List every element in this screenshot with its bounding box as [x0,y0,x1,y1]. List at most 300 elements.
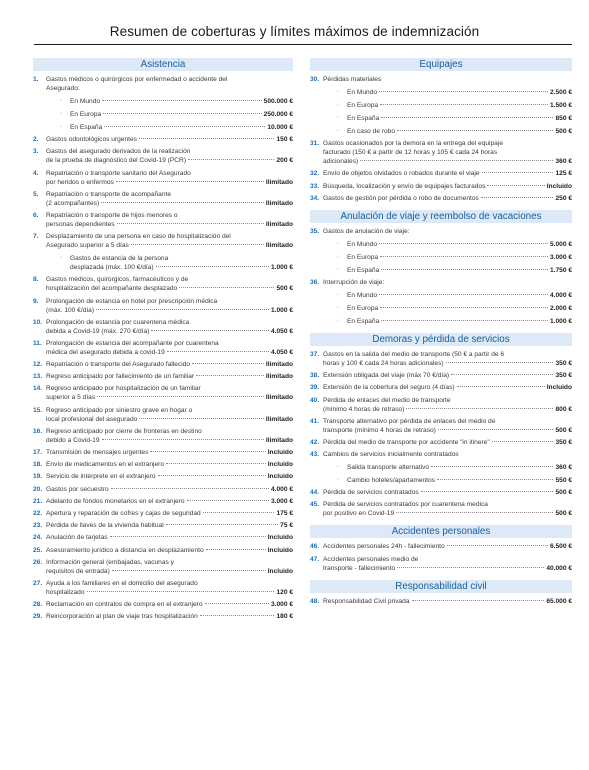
coverage-item [310,488,572,497]
item-body [323,227,572,275]
sub-item [337,463,572,472]
coverage-line [323,555,572,564]
coverage-text: En caso de robo [347,128,396,135]
coverage-limit: 850 € [555,115,572,122]
coverage-item [33,579,293,597]
coverage-text: Cambios de servicios inicialmente contratados [323,451,459,459]
bullet-icon: ◦ [337,253,340,260]
coverage-text: (2 acompañantes) [46,199,100,207]
dot-leader [101,202,264,203]
item-body [46,558,293,576]
coverage-line [70,254,293,263]
coverage-text: En España [347,317,380,325]
coverage-limit: 500 € [276,285,293,293]
item-body [46,190,293,208]
coverage-limit: 65.000 € [546,597,572,605]
coverage-text: por positivo en Covid-19 [323,510,395,518]
dot-leader [360,160,553,161]
coverage-line [46,306,293,315]
dot-leader [481,197,554,198]
coverage-item [33,339,293,357]
dot-leader [203,512,275,513]
coverage-item [310,371,572,380]
sub-item [337,240,572,249]
coverage-line [46,275,293,284]
dot-leader [196,375,264,376]
coverage-item [33,460,293,469]
coverage-limit: 10.000 € [267,124,293,131]
coverage-text: Ayuda a los familiares en el domicilio del asegurado [46,579,198,587]
coverage-text: Gastos de gestión por pérdida o robo de documentos [323,194,479,202]
coverage-line [347,291,572,300]
item-number: 39. [310,384,320,392]
item-number: 16. [33,427,43,435]
item-number: 28. [33,601,43,609]
coverage-line [46,169,293,178]
sub-item [337,291,572,300]
coverage-text: (mínimo 4 horas de retraso) [323,405,405,413]
item-number: 17. [33,449,43,456]
item-number: 13. [33,373,43,381]
dot-leader [380,104,548,105]
coverage-limit: Ilimitado [265,361,293,369]
item-body [46,318,293,336]
coverage-line [46,427,293,436]
coverage-limit: Incluido [267,473,293,481]
item-number: 48. [310,597,320,605]
coverage-limit: 125 € [555,170,572,178]
coverage-item [310,278,572,326]
coverage-limit: Ilimitado [265,242,293,250]
item-number: 25. [33,546,43,554]
left-column [33,58,293,624]
coverage-line [46,497,293,506]
coverage-line [323,169,572,178]
coverage-item [33,211,293,229]
item-body [323,75,572,136]
dot-leader [457,386,545,387]
coverage-text: médica del asegurado debida a covid-19 [46,348,165,356]
item-number: 44. [310,489,320,497]
sub-item [337,317,572,326]
item-body [323,597,572,606]
coverage-limit: Incluido [267,546,293,554]
dot-leader [205,603,269,604]
coverage-section [310,210,572,326]
coverage-limit: 2.000 € [550,304,572,312]
dot-leader [421,491,554,492]
coverage-item [310,438,572,447]
coverage-text: Pérdida de servicios contratados por cuarentena medica [323,501,488,509]
dot-leader [96,309,269,310]
coverage-line [323,509,572,518]
coverage-line [46,211,293,220]
item-body [323,396,572,414]
coverage-limit: Incluido [546,384,572,392]
coverage-line [46,348,293,357]
item-body [323,350,572,368]
coverage-text: Extensión obligada del viaje (máx 70 €/día) [323,372,450,380]
coverage-text: En Europa [347,102,379,109]
coverage-line [347,317,572,326]
item-body [46,275,293,293]
coverage-section [33,58,293,621]
dot-leader [139,138,275,139]
section-header: Demoras y pérdida de servicios [310,333,572,346]
document-title: Resumen de coberturas y límites máximos de indemnización [109,24,480,39]
dot-leader [158,475,266,476]
coverage-line [347,101,572,110]
bullet-icon: ◦ [337,89,340,95]
coverage-line [323,371,572,380]
coverage-line [323,597,572,606]
coverage-line [46,372,293,381]
item-body [46,232,293,272]
item-number: 18. [33,461,43,469]
item-number: 10. [33,318,43,326]
coverage-limit: 500 € [555,489,572,497]
coverage-text: Gastos de estancia de la persona [70,255,169,263]
item-body [46,384,293,402]
coverage-item [33,372,293,381]
bullet-icon: ◦ [60,255,63,262]
bullet-icon: ◦ [60,98,63,104]
coverage-text: Interrupción de viaje: [323,278,385,286]
coverage-item [33,612,293,621]
coverage-line [46,232,293,241]
coverage-limit: Incluido [546,182,572,190]
coverage-item [33,472,293,481]
coverage-limit: 350 € [555,438,572,446]
coverage-line [323,182,572,191]
dot-leader [482,172,554,173]
coverage-text: En Europa [347,253,379,261]
coverage-line [46,318,293,327]
coverage-item [33,360,293,369]
coverage-item [33,384,293,402]
coverage-text: En España [347,115,380,122]
bullet-icon: ◦ [337,115,340,121]
coverage-item [33,533,293,542]
coverage-section [310,333,572,519]
coverage-limit: 1.500 € [550,102,572,109]
sub-item [337,304,572,313]
coverage-item [33,600,293,609]
dot-leader [151,330,269,331]
coverage-limit: 75 € [280,522,293,530]
coverage-item [310,227,572,275]
dot-leader [380,307,548,308]
dot-leader [446,362,554,363]
item-body [323,542,572,551]
item-body [46,211,293,229]
coverage-line [46,567,293,576]
coverage-line [46,284,293,293]
coverage-item [33,135,293,144]
coverage-text: Pérdida del medio de transporte por accidente "in itinere" [323,438,490,446]
coverage-limit: 1.000 € [550,317,572,325]
coverage-text: Regreso anticipado por siniestro grave en hogar o [46,406,193,414]
coverage-text: En Europa [70,111,102,118]
item-body [46,579,293,597]
item-body [323,139,572,166]
coverage-item [33,275,293,293]
coverage-text: Accidentes personales 24h - fallecimiento [323,543,445,551]
item-number: 23. [33,522,43,530]
coverage-text: debida a Covid-19 (máx. 270 €/día) [46,327,150,335]
coverage-text: desplazada (máx. 100 €/día) [70,264,154,272]
coverage-line [323,148,572,157]
item-body [323,488,572,497]
dot-leader [102,100,262,101]
coverage-text: En España [347,266,380,274]
item-body [46,497,293,506]
dot-leader [397,130,553,131]
coverage-text: horas y 100 € cada 24 horas adicionales) [323,359,444,367]
coverage-line [46,297,293,306]
item-number: 20. [33,485,43,493]
coverage-item [33,448,293,457]
coverage-section [310,525,572,572]
coverage-text: Gastos en la salida del medio de transporte (50 € a partir de 6 [323,350,505,358]
coverage-limit: Ilimitado [265,373,293,381]
coverage-text: Repatriación o transporte sanitario del Asegurado [46,169,191,177]
coverage-item [310,75,572,136]
coverage-text: Gastos médicos o quirúrgicos por enfermedad o accidente del [46,76,228,83]
coverage-text: hospitalización del acompañante desplazado [46,285,178,293]
coverage-item [33,318,293,336]
coverage-limit: 500 € [555,510,572,518]
coverage-text: Asegurado: [46,85,80,92]
coverage-limit: 150 € [276,136,293,144]
item-body [46,546,293,555]
coverage-limit: 1.750 € [550,266,572,274]
item-body [46,427,293,445]
coverage-limit: Ilimitado [265,178,293,186]
coverage-line [46,75,293,84]
coverage-text: Pérdida de llaves de la vivienda habitual [46,522,164,530]
item-body [46,533,293,542]
coverage-line [70,97,293,106]
coverage-text: Apertura y reparación de cofres y cajas de seguridad [46,509,201,517]
sub-item [337,127,572,136]
dot-leader [379,91,548,92]
item-body [46,612,293,621]
coverage-text: Desplazamiento de una persona en caso de hospitalización del [46,233,231,241]
coverage-item [310,500,572,518]
coverage-line [347,266,572,275]
sub-item [337,88,572,97]
coverage-item [33,558,293,576]
dot-leader [381,117,553,118]
coverage-line [46,485,293,494]
coverage-limit: 200 € [276,157,293,165]
coverage-section [310,58,572,203]
coverage-item [310,350,572,368]
dot-leader [380,256,548,257]
item-number: 22. [33,509,43,517]
item-body [46,521,293,530]
item-body [323,417,572,435]
coverage-limit: 2.500 € [550,89,572,96]
item-number: 9. [33,297,39,305]
coverage-text: Repatriación o transporte de hijos menores o [46,211,178,219]
sub-item [60,123,293,132]
item-body [46,485,293,494]
coverage-item [310,450,572,485]
item-number: 31. [310,140,320,148]
coverage-line [46,558,293,567]
coverage-text: Repatriación o transporte del Asegurado fallecido [46,361,191,369]
coverage-item [310,169,572,178]
coverage-line [46,415,293,424]
coverage-line [323,227,572,236]
item-number: 26. [33,558,43,566]
coverage-text: transporte (mínimo 4 horas de retraso) [323,426,436,434]
coverage-text: Regreso anticipado por fallecimiento de un familiar [46,373,195,381]
coverage-text: Pérdida de enlaces del medio de transporte [323,396,451,404]
coverage-text: Envío de objetos olvidados o robados durante el viaje [323,170,480,178]
coverage-text: local profesional del asegurado [46,415,138,423]
dot-leader [97,396,264,397]
dot-leader [487,185,544,186]
coverage-text: debido a Covid-19 [46,436,100,444]
coverage-text: Gastos de anulación de viaje: [323,227,410,235]
bullet-icon: ◦ [337,102,340,108]
coverage-text: Reincorporación al plan de viaje tras hospitalización [46,613,198,621]
coverage-line [46,220,293,229]
coverage-text: Transporte alternativo por pérdida de enlaces del medio de [323,417,496,425]
coverage-limit: 4.050 € [271,348,293,356]
coverage-line [323,383,572,392]
dot-leader [492,441,554,442]
coverage-line [46,190,293,199]
coverage-limit: Ilimitado [265,436,293,444]
coverage-text: Cambio hoteles/apartamentos [347,477,435,485]
item-body [46,600,293,609]
coverage-line [323,139,572,148]
coverage-line [46,84,293,93]
coverage-line [46,156,293,165]
coverage-text: transporte - fallecimiento [323,564,396,572]
coverage-limit: 250 € [555,194,572,202]
item-body [46,460,293,469]
coverage-item [310,597,572,606]
coverage-line [323,278,572,287]
right-column [310,58,572,609]
bullet-icon: ◦ [337,317,340,324]
coverage-text: Anulación de tarjetas [46,534,108,542]
item-number: 27. [33,579,43,587]
coverage-text: Gastos médicos, quirúrgicos, farmacéuticos y de [46,276,189,284]
coverage-line [46,199,293,208]
dot-leader [166,463,266,464]
dot-leader [406,408,553,409]
coverage-line [46,546,293,555]
item-number: 4. [33,169,39,177]
coverage-limit: 3.000 € [271,497,293,505]
dot-leader [397,567,544,568]
coverage-item [310,555,572,573]
dot-leader [139,418,264,419]
sub-item [337,476,572,485]
coverage-item [33,169,293,187]
coverage-line [46,472,293,481]
coverage-limit: 1.000 € [271,264,293,272]
bullet-icon: ◦ [337,291,340,298]
coverage-text: de la prueba de diagnóstico del Covid-19 (PCR) [46,157,187,165]
coverage-text: Accidentes personales medio de [323,555,419,563]
coverage-limit: 350 € [555,359,572,367]
dot-leader [116,181,264,182]
item-number: 47. [310,555,320,563]
sub-item [337,114,572,123]
dot-leader [103,113,261,114]
coverage-text: Búsqueda, localización y envío de equipajes facturados [323,182,486,190]
coverage-line [323,417,572,426]
item-number: 1. [33,76,39,83]
coverage-line [347,463,572,472]
coverage-line [46,600,293,609]
coverage-text: En España [70,124,103,131]
coverage-line [323,438,572,447]
coverage-item [310,542,572,551]
bullet-icon: ◦ [60,111,63,117]
coverage-limit: 360 € [555,158,572,166]
item-number: 7. [33,233,39,241]
coverage-limit: Incluido [267,567,293,575]
item-number: 30. [310,76,320,83]
coverage-limit: Ilimitado [265,199,293,207]
coverage-text: En Mundo [347,291,378,299]
coverage-text: En Europa [347,304,379,312]
coverage-limit: 175 € [276,509,293,517]
item-number: 45. [310,501,320,509]
coverage-limit: 3.000 € [271,601,293,609]
coverage-line [46,241,293,250]
dot-leader [188,159,274,160]
coverage-line [46,327,293,336]
item-body [323,383,572,392]
dot-leader [451,374,553,375]
coverage-text: Adelanto de fondos monetarios en el extranjero [46,497,185,505]
item-body [323,371,572,380]
coverage-text: Gastos ocasionados por la demora en la entrega del equipaje [323,140,503,148]
dot-leader [187,500,269,501]
coverage-text: Prolongación de estancia en hotel por prescripción médica [46,297,218,305]
coverage-line [46,147,293,156]
coverage-line [323,488,572,497]
coverage-line [46,521,293,530]
coverage-item [310,139,572,166]
dot-leader [206,549,266,550]
coverage-line [347,304,572,313]
dot-leader [110,536,266,537]
coverage-limit: 500 € [555,426,572,434]
item-number: 32. [310,170,320,178]
coverage-line [323,450,572,459]
coverage-text: Servicio de intérprete en el extranjero [46,473,156,481]
dot-leader [166,524,278,525]
item-number: 24. [33,534,43,542]
item-number: 35. [310,227,320,235]
coverage-item [310,396,572,414]
dot-leader [112,570,266,571]
coverage-limit: 4.050 € [271,327,293,335]
bullet-icon: ◦ [337,477,340,484]
item-body [46,509,293,518]
item-number: 21. [33,497,43,505]
